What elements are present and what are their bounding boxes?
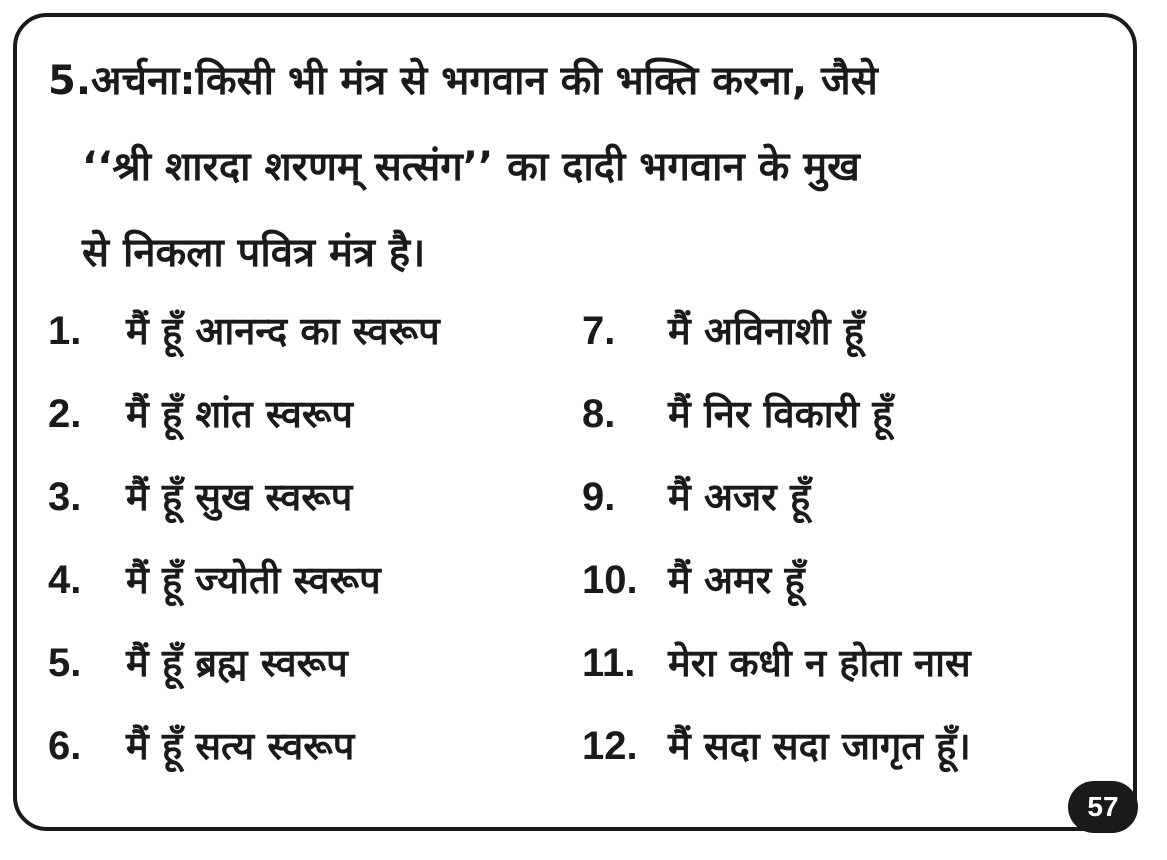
item-number: 6. <box>48 724 82 768</box>
item-number: 3. <box>48 475 82 519</box>
list-item <box>48 290 440 373</box>
right-list <box>582 290 971 788</box>
item-text: मैं हूँ सत्य स्वरूप <box>126 724 355 768</box>
item-number: 4. <box>48 558 82 602</box>
list-item <box>582 456 971 539</box>
list-item <box>48 456 440 539</box>
list-item <box>582 622 971 705</box>
list-item <box>48 705 440 788</box>
intro-line-2: ‘‘श्री शारदा शरणम् सत्संग’’ का दादी भगवान के मुख <box>82 144 860 190</box>
item-number: 12. <box>582 724 638 768</box>
list-item <box>48 373 440 456</box>
item-text: मैं हूँ ब्रह्म स्वरूप <box>126 641 348 685</box>
item-text: मेरा कधी न होता नास <box>668 641 971 685</box>
list-item <box>582 705 971 788</box>
item-number: 5. <box>48 641 82 685</box>
left-list <box>48 290 440 788</box>
list-item <box>582 290 971 373</box>
item-text: मैं अजर हूँ <box>668 475 811 519</box>
intro-line-1: 5.अर्चना:किसी भी मंत्र से भगवान की भक्ति करना, जैसे <box>48 58 878 104</box>
item-text: मैं हूँ शांत स्वरूप <box>126 392 353 436</box>
item-number: 1. <box>48 309 82 353</box>
item-number: 11. <box>582 641 636 685</box>
item-number: 7. <box>582 309 616 353</box>
list-item <box>48 622 440 705</box>
item-text: मैं अमर हूँ <box>668 558 805 602</box>
list-item <box>582 373 971 456</box>
list-item <box>582 539 971 622</box>
item-text: मैं हूँ सुख स्वरूप <box>126 475 353 519</box>
item-number: 9. <box>582 475 616 519</box>
intro-paragraph <box>48 38 1118 296</box>
page-number-badge: 57 <box>1068 781 1138 833</box>
item-number: 8. <box>582 392 616 436</box>
item-number: 2. <box>48 392 82 436</box>
item-text: मैं अविनाशी हूँ <box>668 309 864 353</box>
item-text: मैं निर विकारी हूँ <box>668 392 893 436</box>
item-text: मैं हूँ ज्योती स्वरूप <box>126 558 381 602</box>
item-text: मैं हूँ आनन्द का स्वरूप <box>126 309 440 353</box>
intro-line-3: से निकला पवित्र मंत्र है। <box>82 230 426 276</box>
item-number: 10. <box>582 558 638 602</box>
list-item <box>48 539 440 622</box>
item-text: मैं सदा सदा जागृत हूँ। <box>668 724 971 768</box>
